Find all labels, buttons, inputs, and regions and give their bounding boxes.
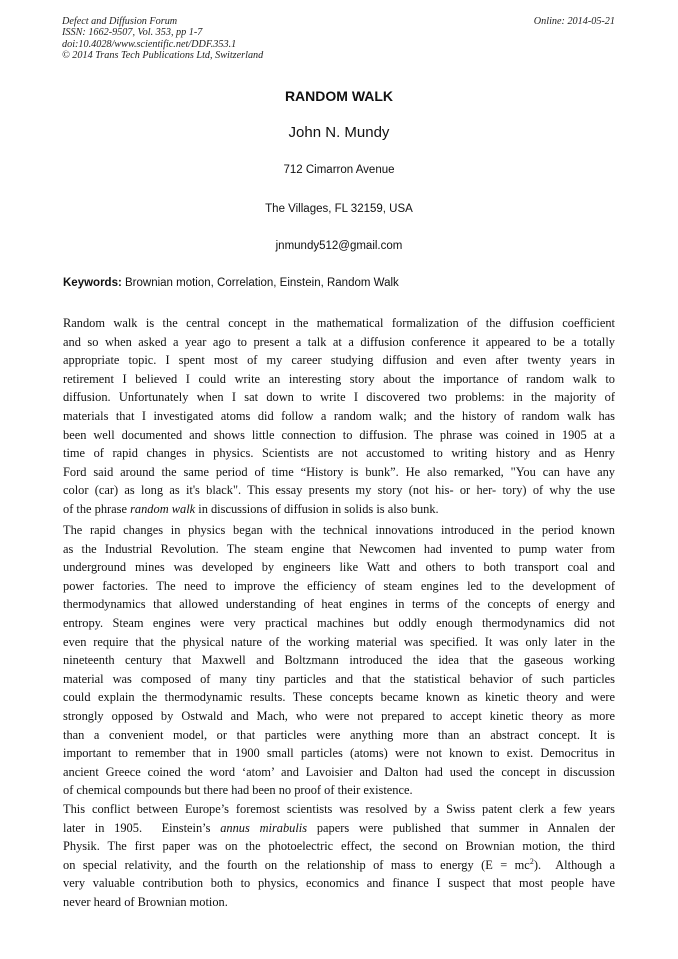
paragraph-line: of the phrase random walk in discussions of diffusion in solids is also bunk. (63, 501, 439, 516)
author-address-city: The Villages, FL 32159, USA (265, 203, 413, 215)
paragraph-line: material was composed of many tiny particles and that the statistical behavior of such particles (63, 671, 615, 686)
italic-phrase: random walk (130, 501, 196, 516)
paragraph-line: ancient Greece coined the word ‘atom’ and Lavoisier and Dalton had used the concept in discussion (63, 764, 615, 779)
paragraph-line: appropriate topic. I spent most of my career studying diffusion and even after twenty years in (63, 353, 615, 368)
paragraph-line: thermodynamics that allowed understanding of heat engines in terms of the concepts of energy and (63, 597, 615, 612)
journal-header (62, 16, 263, 61)
paragraph-line: time of rapid changes in physics. Scientists are not accustomed to writing history and as Henry (63, 446, 615, 461)
author-address-street: 712 Cimarron Avenue (283, 164, 395, 176)
paragraph-line: even require that the physical nature of the working material was specified. It was only later in the (63, 634, 615, 649)
paragraph-line: retirement I believed I could write an interesting story about the importance of random walk to (63, 371, 615, 386)
paragraph-line: materials that I investigated atoms did follow a random walk; and the history of random walk has (63, 408, 615, 423)
superscript: 2 (529, 856, 534, 866)
paragraph-line: never heard of Brownian motion. (63, 894, 228, 909)
journal-copyright: © 2014 Trans Tech Publications Ltd, Switzerland (62, 49, 264, 61)
paragraph-line: Ford said around the same period of time “History is bunk”. He also remarked, "You can have any (63, 464, 615, 479)
paragraph-line: later in 1905. Einstein’s annus mirabulis papers were published that summer in Annalen der (63, 820, 615, 835)
keywords-text: Brownian motion, Correlation, Einstein, Random Walk (125, 277, 399, 289)
author-name: John N. Mundy (288, 124, 390, 141)
paragraph-line: of chemical compounds but there had been no proof of their existence. (63, 783, 413, 798)
italic-phrase: annus mirabulis (220, 820, 308, 835)
paragraph-line: could explain the thermodynamic results. These concepts became known as kinetic theory and were (63, 690, 615, 705)
paragraph-line: important to remember that in 1900 small particles (atoms) were not known to exist. Democritus in (63, 746, 615, 761)
journal-issn: ISSN: 1662-9507, Vol. 353, pp 1-7 (62, 27, 203, 39)
journal-name: Defect and Diffusion Forum (62, 16, 178, 27)
paragraph-line: Random walk is the central concept in the mathematical formalization of the diffusion coefficient (63, 316, 615, 330)
paragraph-line: than a convenient model, or that particles were anything more than an abstract concept. It is (63, 727, 615, 742)
paragraph-line: strongly opposed by Ostwald and Mach, who were not prepared to accept kinetic theory as more (63, 708, 615, 723)
keywords-label: Keywords: (63, 277, 122, 289)
paragraph-3 (63, 800, 615, 912)
paragraph-line: and so when asked a year ago to present a talk at a diffusion conference it appeared to be a totally (63, 334, 615, 349)
paragraph-line: This conflict between Europe’s foremost scientists was resolved by a Swiss patent clerk a few years (63, 802, 615, 816)
paragraph-line: been well documented and shows little connection to diffusion. The phrase was coined in 1905 at a (63, 427, 615, 442)
paragraph-line: on special relativity, and the fourth on the relationship of mass to energy $(E = mc^2)$. Although a (63, 856, 615, 872)
paragraph-line: entropy. Steam engines were very practical machines but oddly enough thermodynamics did not (63, 615, 615, 630)
paragraph-line: underground mines was developed by engineers like Watt and others to both transport coal and (63, 560, 615, 575)
paragraph-line: color (car) as long as it's black". This essay presents my story (not his- or her- tory) of why the use (63, 483, 615, 498)
journal-doi: doi:10.4028/www.scientific.net/DDF.353.1 (62, 38, 237, 50)
paragraph-line: diffusion. Unfortunately when I sat down to write I discovered two problems: in the majority of (63, 390, 615, 405)
paragraph-1 (63, 314, 615, 519)
keywords (63, 277, 399, 289)
online-date: Online: 2014-05-21 (533, 16, 615, 27)
paragraph-line: power factories. The need to improve the efficiency of steam engines led to the development of (63, 578, 615, 593)
paragraph-line: nineteenth century that Maxwell and Boltzmann introduced the idea that the gaseous working (63, 653, 615, 668)
author-email: jnmundy512@gmail.com (275, 240, 403, 252)
paragraph-line: as the Industrial Revolution. The steam engine that Newcomen had invented to pump water from (63, 541, 615, 556)
paper-title: RANDOM WALK (284, 88, 394, 104)
paragraph-line: Physik. The first paper was on the photoelectric effect, the second on Brownian motion, the third (63, 839, 615, 854)
paragraph-2 (63, 521, 615, 800)
paragraph-line: very valuable contribution both to physics, economics and finance I suspect that most people have (63, 876, 615, 891)
paragraph-line: The rapid changes in physics began with the technical innovations introduced in the period known (63, 523, 615, 537)
